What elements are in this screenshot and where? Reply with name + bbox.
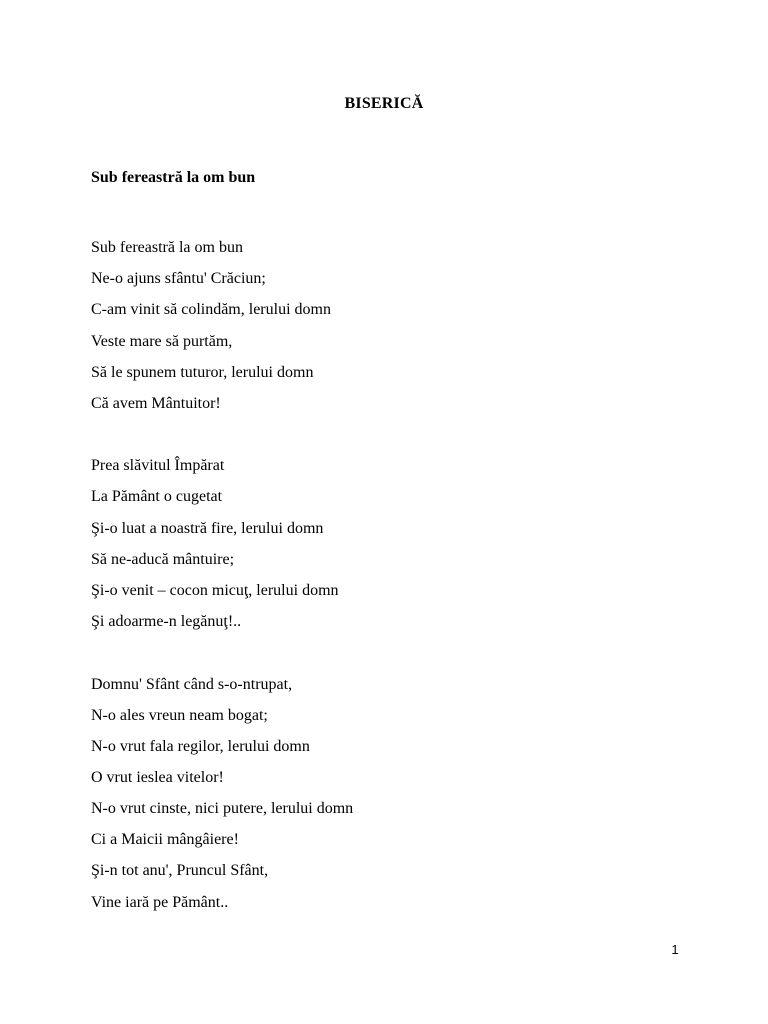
poem-line: Să le spunem tuturor, lerului domn [91, 364, 314, 381]
poem-title: Sub fereastră la om bun [91, 169, 256, 186]
poem-line: Sub fereastră la om bun [91, 239, 243, 256]
poem-line: N-o ales vreun neam bogat; [91, 707, 268, 724]
poem-line: Că avem Mântuitor! [91, 395, 221, 412]
poem-line: N-o vrut fala regilor, lerului domn [91, 738, 310, 755]
poem-line: Domnu' Sfânt când s-o-ntrupat, [91, 676, 293, 693]
poem-line: Prea slăvitul Împărat [91, 457, 225, 474]
poem-line: Vine iară pe Pământ.. [91, 894, 229, 911]
page-number: 1 [671, 942, 679, 957]
poem-line: N-o vrut cinste, nici putere, lerului domn [91, 800, 354, 817]
poem-line: O vrut ieslea vitelor! [91, 769, 224, 786]
poem-line: Şi-o luat a noastră fire, lerului domn [91, 520, 324, 537]
document-title: BISERICĂ [344, 95, 424, 112]
poem-line: La Pământ o cugetat [91, 488, 223, 505]
poem-line: Veste mare să purtăm, [91, 333, 233, 350]
poem-line: Şi-o venit – cocon micuţ, lerului domn [91, 582, 339, 599]
poem-line: C-am vinit să colindăm, lerului domn [91, 301, 331, 318]
poem-line: Şi adoarme-n legănuţ!.. [91, 613, 242, 630]
poem-line: Să ne-aducă mântuire; [91, 551, 235, 568]
poem-line: Ci a Maicii mângâiere! [91, 831, 239, 848]
poem-line: Ne-o ajuns sfântu' Crăciun; [91, 270, 266, 287]
poem-line: Şi-n tot anu', Pruncul Sfânt, [91, 862, 269, 879]
